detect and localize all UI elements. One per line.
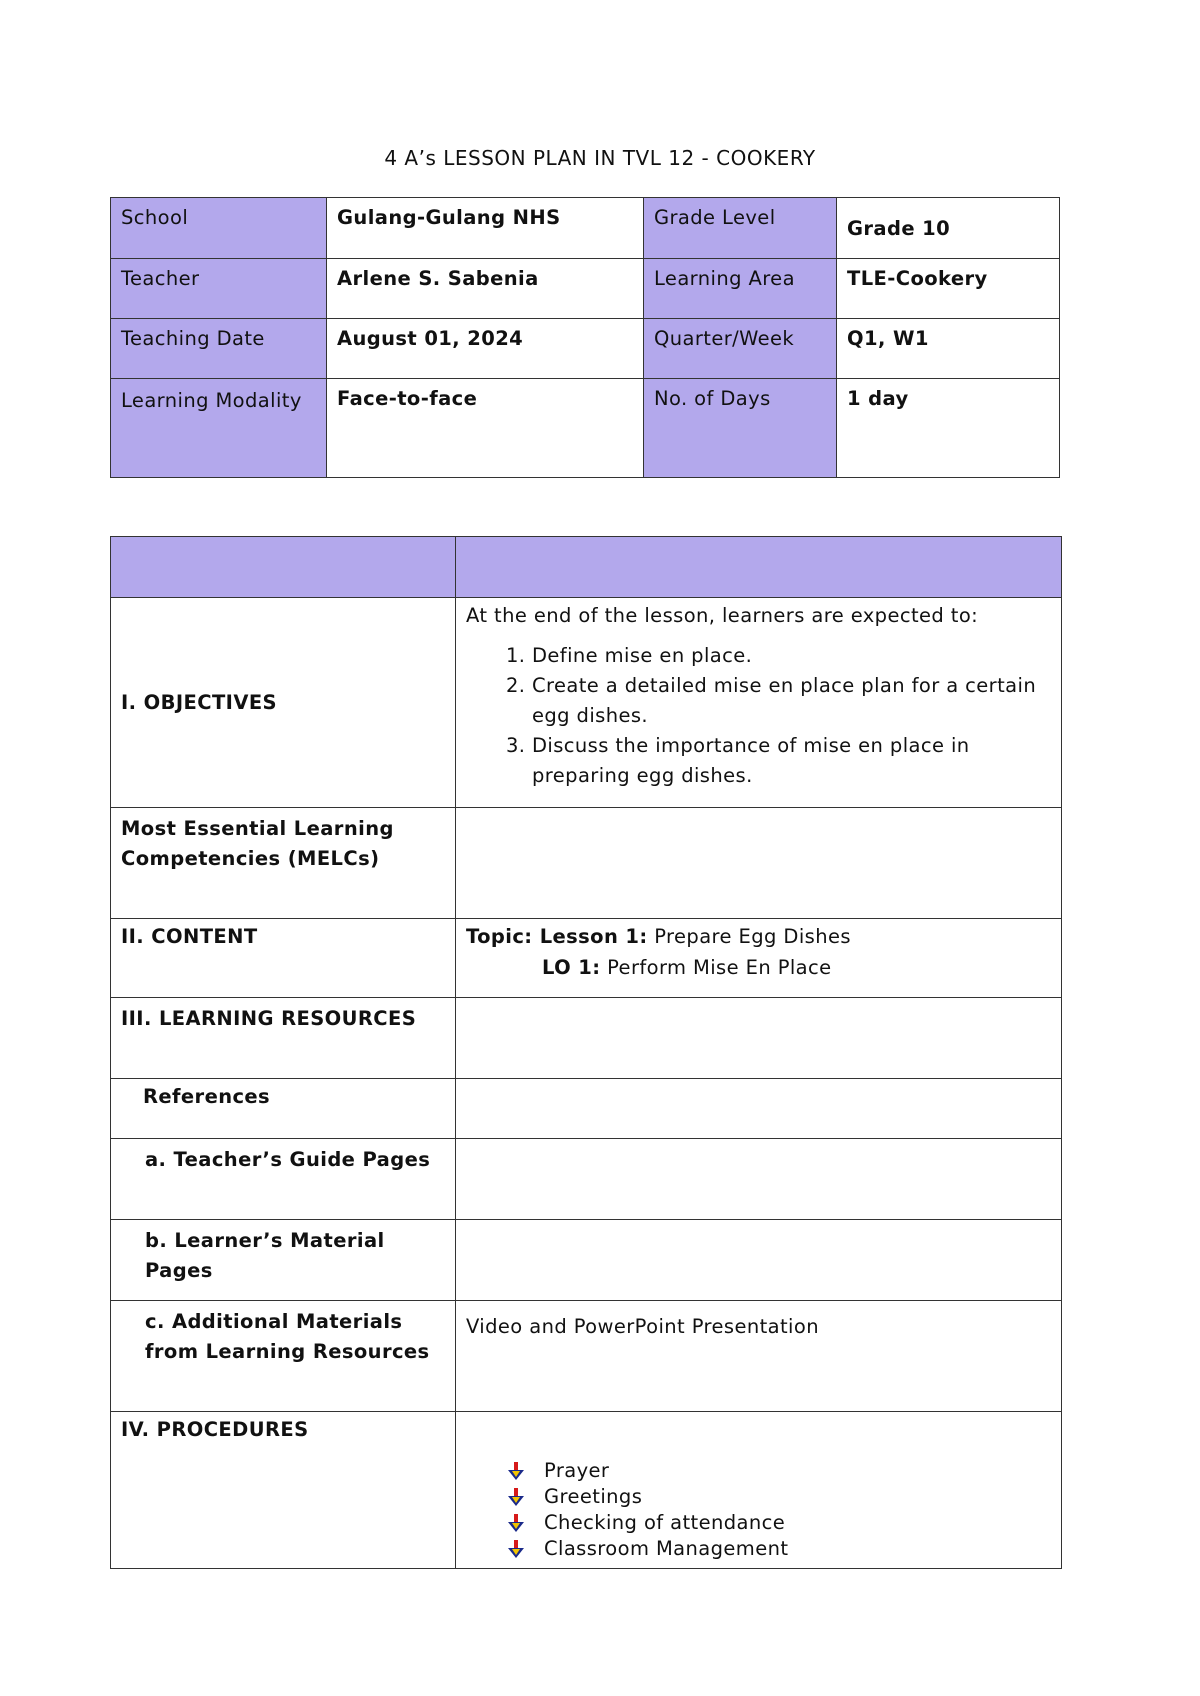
content-cell [456, 919, 1062, 998]
references-label: References [111, 1079, 456, 1139]
date-value: August 01, 2024 [327, 319, 644, 379]
resources-cell [456, 998, 1062, 1079]
learners-material-label: b. Learner’s Material Pages [111, 1220, 456, 1301]
info-table [110, 197, 1060, 478]
topic-text: Prepare Egg Dishes [654, 925, 851, 948]
teachers-guide-label: a. Teacher’s Guide Pages [111, 1139, 456, 1220]
objectives-label: I. OBJECTIVES [111, 598, 456, 808]
days-label: No. of Days [644, 379, 837, 478]
objectives-intro: At the end of the lesson, learners are expected to: [466, 604, 979, 627]
objective-item: 2. Create a detailed mise en place plan for a certain egg dishes. [532, 671, 1051, 731]
content-label: II. CONTENT [111, 919, 456, 998]
additional-materials-label: c. Additional Materials from Learning Resources [111, 1301, 456, 1412]
header-cell-left [111, 537, 456, 598]
melcs-cell [456, 808, 1062, 919]
learners-material-cell [456, 1220, 1062, 1301]
arrow-bullet-icon [506, 1539, 526, 1559]
lo-prefix: LO 1: [542, 956, 601, 979]
quarter-label: Quarter/Week [644, 319, 837, 379]
resources-label: III. LEARNING RESOURCES [111, 998, 456, 1079]
modality-label: Learning Modality [111, 379, 327, 478]
procedures-list [466, 1458, 1051, 1562]
lo-text: Perform Mise En Place [607, 956, 832, 979]
grade-value: Grade 10 [837, 198, 1060, 259]
grade-label: Grade Level [644, 198, 837, 259]
objectives-list [466, 641, 1051, 791]
objective-item: 3. Discuss the importance of mise en place in preparing egg dishes. [532, 731, 1051, 791]
topic-prefix: Topic: Lesson 1: [466, 925, 648, 948]
references-cell [456, 1079, 1062, 1139]
procedure-item: Classroom Management [506, 1536, 1051, 1562]
modality-value: Face-to-face [327, 379, 644, 478]
objectives-cell [456, 598, 1062, 808]
header-cell-right [456, 537, 1062, 598]
additional-materials-value: Video and PowerPoint Presentation [456, 1301, 1062, 1412]
school-label: School [111, 198, 327, 259]
arrow-bullet-icon [506, 1513, 526, 1533]
lesson-table [110, 536, 1062, 1569]
procedure-item: Checking of attendance [506, 1510, 1051, 1536]
procedure-item: Greetings [506, 1484, 1051, 1510]
date-label: Teaching Date [111, 319, 327, 379]
teacher-label: Teacher [111, 259, 327, 319]
procedure-item: Prayer [506, 1458, 1051, 1484]
arrow-bullet-icon [506, 1487, 526, 1507]
procedures-cell [456, 1412, 1062, 1569]
teachers-guide-cell [456, 1139, 1062, 1220]
procedures-label: IV. PROCEDURES [111, 1412, 456, 1569]
arrow-bullet-icon [506, 1461, 526, 1481]
school-value: Gulang-Gulang NHS [327, 198, 644, 259]
document-title: 4 A’s LESSON PLAN IN TVL 12 - COOKERY [384, 146, 816, 170]
teacher-value: Arlene S. Sabenia [327, 259, 644, 319]
area-label: Learning Area [644, 259, 837, 319]
objective-item: 1. Define mise en place. [532, 641, 1051, 671]
days-value: 1 day [837, 379, 1060, 478]
area-value: TLE-Cookery [837, 259, 1060, 319]
quarter-value: Q1, W1 [837, 319, 1060, 379]
melcs-label: Most Essential Learning Competencies (MELCs) [111, 808, 456, 919]
